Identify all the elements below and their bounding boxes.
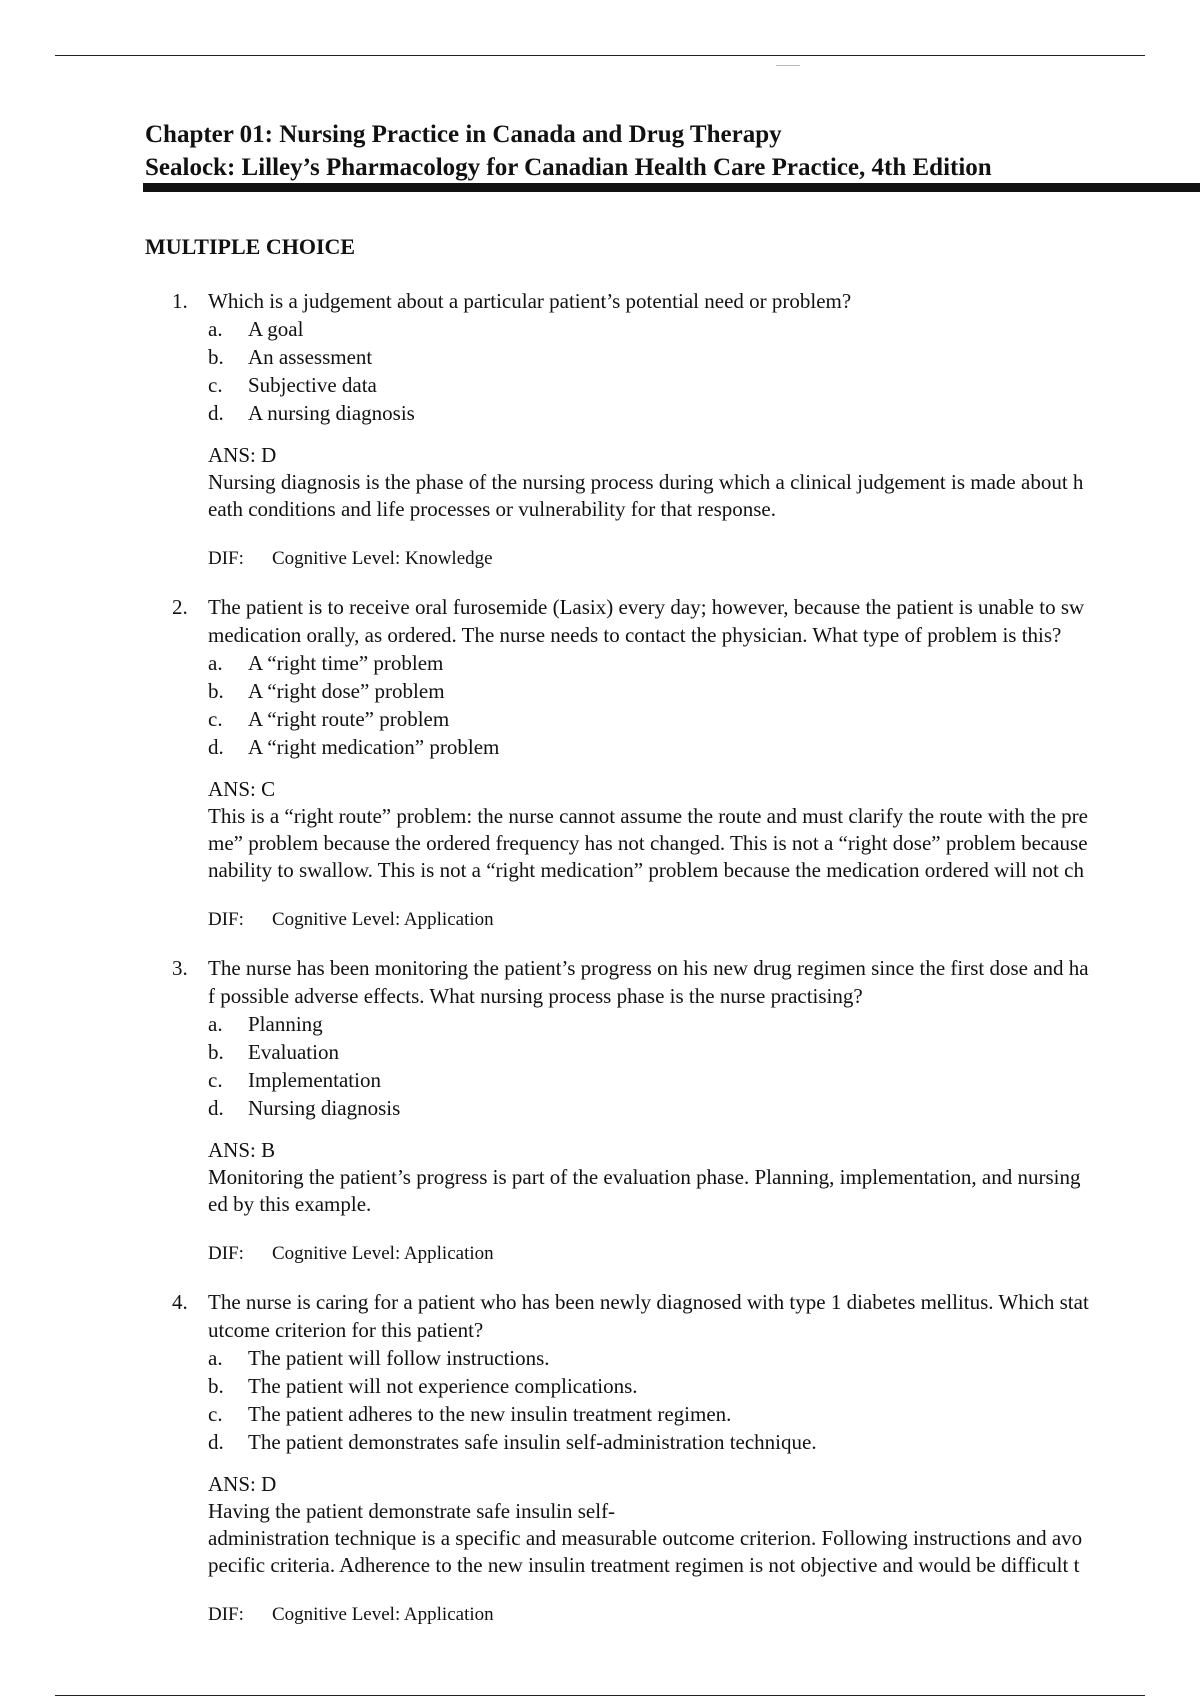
option-letter: a. <box>208 317 223 341</box>
difficulty-label: DIF: <box>208 909 244 930</box>
option-letter: b. <box>208 679 224 703</box>
chapter-title: Chapter 01: Nursing Practice in Canada and Drug Therapy <box>145 121 782 148</box>
difficulty-label: DIF: <box>208 548 244 569</box>
question-4 <box>172 1288 1200 1627</box>
option-text: A nursing diagnosis <box>248 401 415 425</box>
rationale-line: ed by this example. <box>208 1192 372 1216</box>
question-stem-text: utcome criterion for this patient? <box>208 1318 484 1342</box>
answer-key: ANS: B <box>208 1138 276 1162</box>
answer-option <box>208 705 1200 733</box>
option-text: Implementation <box>248 1068 381 1092</box>
difficulty-value: Cognitive Level: Application <box>272 909 494 930</box>
difficulty-line <box>172 1242 1200 1266</box>
option-text: A goal <box>248 317 304 341</box>
rationale-line: me” problem because the ordered frequency has not changed. This is not a “right dose” problem because <box>208 831 1088 855</box>
answer-key: ANS: C <box>208 777 276 801</box>
answer-option <box>208 343 1200 371</box>
question-stem-line <box>172 593 1200 621</box>
answer-option <box>208 1400 1200 1428</box>
difficulty-value: Cognitive Level: Application <box>272 1604 494 1625</box>
question-2 <box>172 593 1200 932</box>
difficulty-line <box>172 1603 1200 1627</box>
question-stem-line <box>172 1288 1200 1316</box>
difficulty-value: Cognitive Level: Knowledge <box>272 548 493 569</box>
answer-option <box>208 1344 1200 1372</box>
option-text: A “right time” problem <box>248 651 444 675</box>
rationale-line: Having the patient demonstrate safe insulin self- <box>208 1499 616 1523</box>
question-number: 3. <box>172 956 188 980</box>
answer-option <box>208 1010 1200 1038</box>
answer-key: ANS: D <box>208 1472 277 1496</box>
answer-option <box>208 1038 1200 1066</box>
option-letter: c. <box>208 1068 223 1092</box>
rationale-line: administration technique is a specific and measurable outcome criterion. Following instructions and avo <box>208 1526 1083 1550</box>
question-3 <box>172 954 1200 1266</box>
answer-block <box>172 1137 1200 1218</box>
option-text: Nursing diagnosis <box>248 1096 401 1120</box>
question-stem-text: medication orally, as ordered. The nurse needs to contact the physician. What type of problem is this? <box>208 623 1062 647</box>
question-list <box>0 287 1200 1687</box>
option-letter: c. <box>208 1402 223 1426</box>
answer-block <box>172 1471 1200 1579</box>
option-text: A “right medication” problem <box>248 735 500 759</box>
difficulty-label: DIF: <box>208 1243 244 1264</box>
question-stem-text: The nurse has been monitoring the patient’s progress on his new drug regimen since the first dose and ha <box>208 956 1089 980</box>
question-stem-text: The nurse is caring for a patient who has been newly diagnosed with type 1 diabetes mellitus. Which stat <box>208 1290 1089 1314</box>
question-stem-line <box>172 982 1200 1010</box>
answer-key: ANS: D <box>208 443 277 467</box>
answer-option <box>208 733 1200 761</box>
question-number: 4. <box>172 1290 188 1314</box>
option-letter: a. <box>208 1346 223 1370</box>
option-text: A “right route” problem <box>248 707 450 731</box>
option-letter: d. <box>208 401 224 425</box>
question-number: 2. <box>172 595 188 619</box>
rationale-line: Nursing diagnosis is the phase of the nursing process during which a clinical judgement is made about h <box>208 470 1084 494</box>
option-text: An assessment <box>248 345 373 369</box>
option-text: Planning <box>248 1012 323 1036</box>
question-1 <box>172 287 1200 571</box>
option-text: A “right dose” problem <box>248 679 445 703</box>
option-letter: a. <box>208 1012 223 1036</box>
answer-options <box>172 1344 1200 1456</box>
document-header <box>145 118 1200 184</box>
question-stem-line <box>172 1316 1200 1344</box>
option-letter: d. <box>208 1430 224 1454</box>
option-letter: a. <box>208 651 223 675</box>
option-letter: b. <box>208 1374 224 1398</box>
rationale-line: nability to swallow. This is not a “right medication” problem because the medication ordered will not ch <box>208 858 1084 882</box>
question-stem-text: f possible adverse effects. What nursing process phase is the nurse practising? <box>208 984 863 1008</box>
rationale-line: pecific criteria. Adherence to the new insulin treatment regimen is not objective and would be difficult t <box>208 1553 1080 1577</box>
rationale-line: eath conditions and life processes or vulnerability for that response. <box>208 497 777 521</box>
difficulty-line <box>172 908 1200 932</box>
answer-options <box>172 1010 1200 1122</box>
difficulty-line <box>172 547 1200 571</box>
answer-block <box>172 442 1200 523</box>
top-rule <box>55 55 1145 56</box>
option-letter: d. <box>208 735 224 759</box>
option-text: The patient adheres to the new insulin treatment regimen. <box>248 1402 732 1426</box>
option-letter: b. <box>208 345 224 369</box>
question-stem-line <box>172 621 1200 649</box>
section-title: MULTIPLE CHOICE <box>145 234 356 259</box>
answer-option <box>208 371 1200 399</box>
book-title: Sealock: Lilley’s Pharmacology for Canadian Health Care Practice, 4th Edition <box>145 154 992 181</box>
option-letter: c. <box>208 707 223 731</box>
answer-option <box>208 1372 1200 1400</box>
rationale-line: Monitoring the patient’s progress is part of the evaluation phase. Planning, implementation, and nursing <box>208 1165 1081 1189</box>
top-mark <box>776 65 800 66</box>
answer-options <box>172 315 1200 427</box>
question-stem-text: Which is a judgement about a particular patient’s potential need or problem? <box>208 289 852 313</box>
answer-option <box>208 1428 1200 1456</box>
answer-option <box>208 649 1200 677</box>
question-stem-text: The patient is to receive oral furosemide (Lasix) every day; however, because the patient is unable to sw <box>208 595 1085 619</box>
option-letter: b. <box>208 1040 224 1064</box>
answer-option <box>208 399 1200 427</box>
question-number: 1. <box>172 289 188 313</box>
question-stem-line <box>172 287 1200 315</box>
option-text: The patient demonstrates safe insulin self-administration technique. <box>248 1430 817 1454</box>
answer-option <box>208 315 1200 343</box>
answer-option <box>208 677 1200 705</box>
option-text: The patient will follow instructions. <box>248 1346 550 1370</box>
bottom-rule <box>55 1695 1145 1696</box>
answer-block <box>172 776 1200 884</box>
option-text: Evaluation <box>248 1040 339 1064</box>
header-rule <box>143 183 1200 192</box>
option-letter: c. <box>208 373 223 397</box>
answer-option <box>208 1094 1200 1122</box>
answer-options <box>172 649 1200 761</box>
difficulty-value: Cognitive Level: Application <box>272 1243 494 1264</box>
question-stem-line <box>172 954 1200 982</box>
option-text: Subjective data <box>248 373 377 397</box>
answer-option <box>208 1066 1200 1094</box>
difficulty-label: DIF: <box>208 1604 244 1625</box>
option-text: The patient will not experience complications. <box>248 1374 638 1398</box>
option-letter: d. <box>208 1096 224 1120</box>
rationale-line: This is a “right route” problem: the nurse cannot assume the route and must clarify the route with the pre <box>208 804 1088 828</box>
